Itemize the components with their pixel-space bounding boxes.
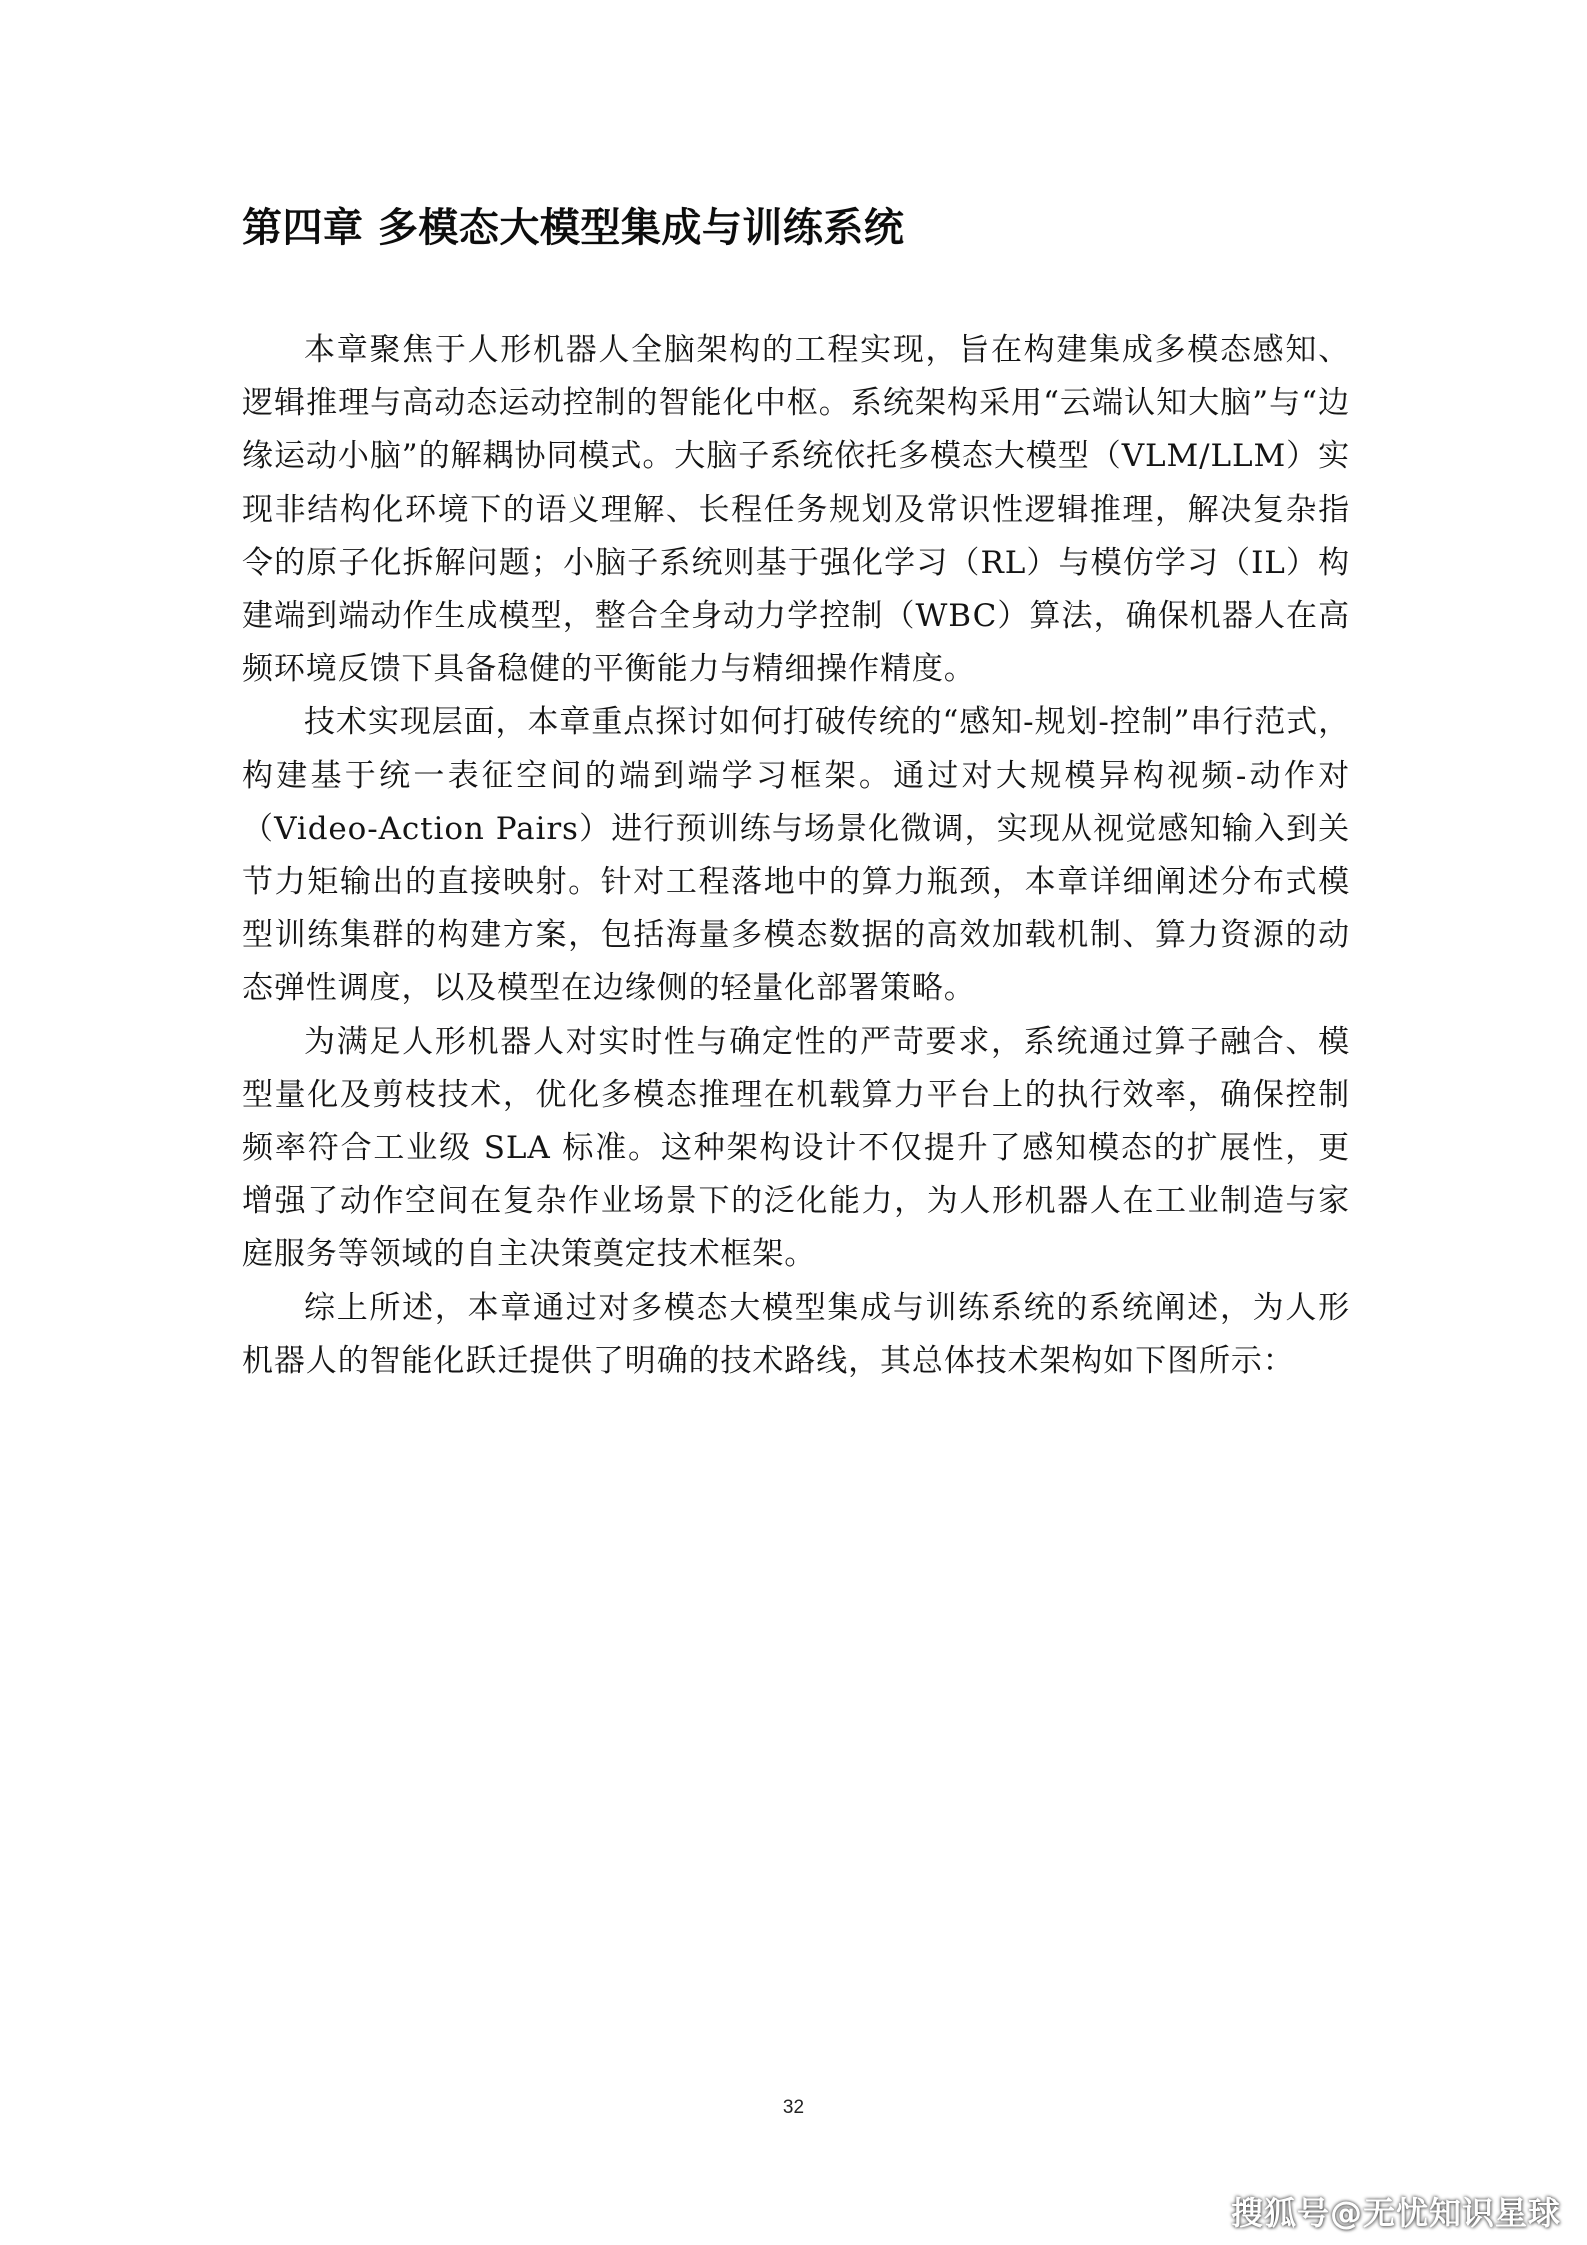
watermark: 搜狐号@无忧知识星球 (1230, 2194, 1561, 2232)
paragraph-technical-implementation: 技术实现层面，本章重点探讨如何打破传统的“感知-规划-控制”串行范式，构建基于统一表征空间的端到端学习框架。通过对大规模异构视频-动作对（Video-Action Pairs）进行预训练与场景化微调，实现从视觉感知输入到关节力矩输出的直接映射。针对工程落地中的算力瓶颈，本章详细阐述分布式模型训练集群的构建方案，包括海量多模态数据的高效加载机制、算力资源的动态弹性调度，以及模型在边缘侧的轻量化部署策略。 (242, 704, 1350, 1007)
paragraph-intro: 本章聚焦于人形机器人全脑架构的工程实现，旨在构建集成多模态感知、逻辑推理与高动态运动控制的智能化中枢。系统架构采用“云端认知大脑”与“边缘运动小脑”的解耦协同模式。大脑子系统依托多模态大模型（VLM/LLM）实现非结构化环境下的语义理解、长程任务规划及常识性逻辑推理，解决复杂指令的原子化拆解问题；小脑子系统则基于强化学习（RL）与模仿学习（IL）构建端到端动作生成模型，整合全身动力学控制（WBC）算法，确保机器人在高频环境反馈下具备稳健的平衡能力与精细操作精度。 (242, 332, 1350, 688)
body-text (242, 324, 1350, 1388)
paragraph-summary: 综上所述，本章通过对多模态大模型集成与训练系统的系统阐述，为人形机器人的智能化跃迁提供了明确的技术路线，其总体技术架构如下图所示： (242, 1289, 1350, 1379)
chapter-title: 第四章 多模态大模型集成与训练系统 (242, 205, 905, 251)
paragraph-realtime-requirements: 为满足人形机器人对实时性与确定性的严苛要求，系统通过算子融合、模型量化及剪枝技术，优化多模态推理在机载算力平台上的执行效率，确保控制频率符合工业级 SLA 标准。这种架构设计不仅提升了感知模态的扩展性，更增强了动作空间在复杂作业场景下的泛化能力，为人形机器人在工业制造与家庭服务等领域的自主决策奠定技术框架。 (242, 1023, 1350, 1273)
page-number: 32 (782, 2097, 805, 2118)
